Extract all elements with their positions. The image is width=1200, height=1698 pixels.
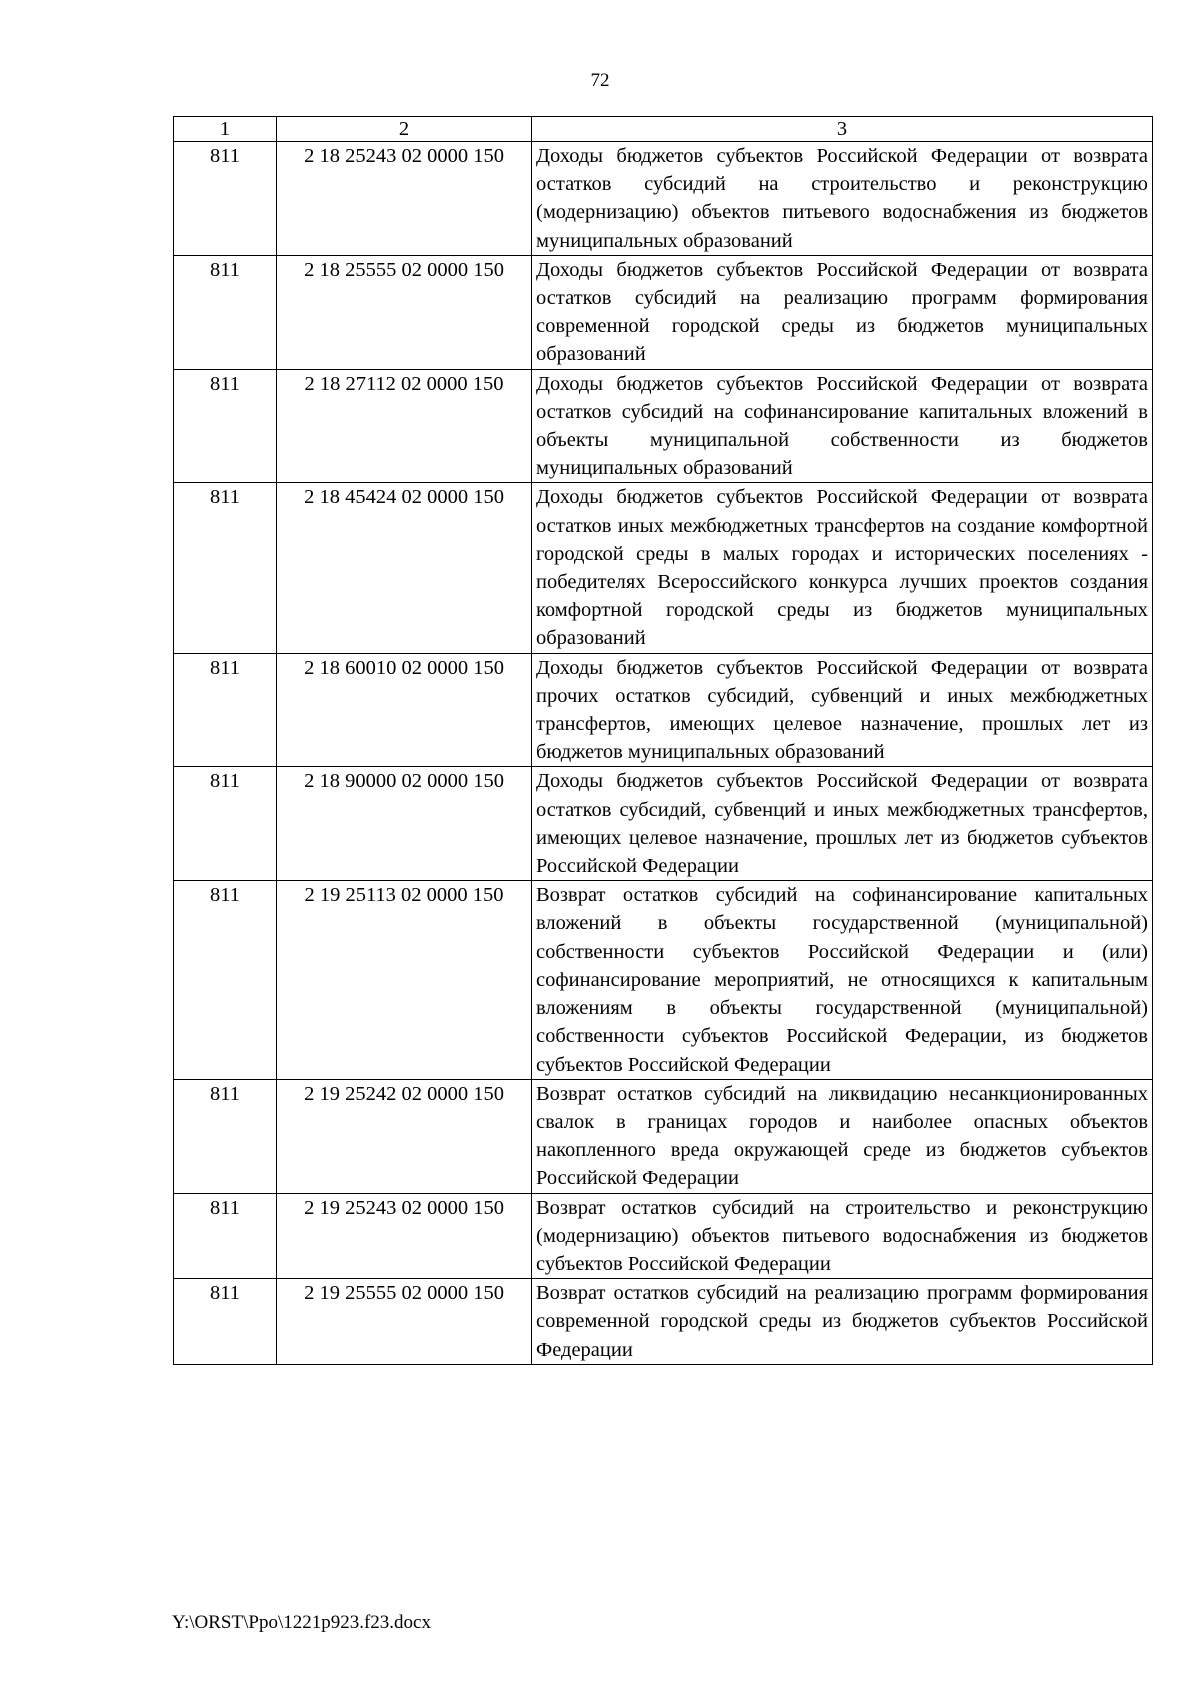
page-number: 72 [590, 70, 610, 91]
admin-code-cell: 811 [174, 767, 277, 881]
description-cell: Возврат остатков субсидий на реализацию программ формирования современной городской среды из бюджетов субъектов Российской Федерации [532, 1279, 1153, 1365]
budget-code-cell: 2 18 25555 02 0000 150 [277, 255, 532, 369]
budget-code-cell: 2 19 25555 02 0000 150 [277, 1279, 532, 1365]
admin-code-cell: 811 [174, 653, 277, 767]
admin-code-cell: 811 [174, 142, 277, 256]
table-header-row [174, 117, 1153, 142]
table-row [174, 255, 1153, 369]
admin-code-cell: 811 [174, 369, 277, 483]
description-cell: Возврат остатков субсидий на софинансирование капитальных вложений в объекты государственной (муниципальной) собственности субъектов Российской Федерации и (или) софинансирование мероприятий, не относящихся к капитальным вложениям в объекты государственной (муниципальной) собственности субъектов Российской Федерации, из бюджетов субъектов Российской Федерации [532, 881, 1153, 1079]
description-cell: Доходы бюджетов субъектов Российской Федерации от возврата остатков иных межбюджетных трансфертов на создание комфортной городской среды в малых городах и исторических поселениях - победителях Всероссийского конкурса лучших проектов создания комфортной городской среды из бюджетов муниципальных образований [532, 483, 1153, 653]
table-row [174, 142, 1153, 256]
budget-codes-table [173, 116, 1153, 1365]
budget-code-cell: 2 18 27112 02 0000 150 [277, 369, 532, 483]
table-row [174, 1193, 1153, 1279]
admin-code-cell: 811 [174, 881, 277, 1079]
footer-file-path: Y:\ORST\Ppo\1221p923.f23.docx [172, 1612, 431, 1633]
description-cell: Возврат остатков субсидий на строительство и реконструкцию (модернизацию) объектов питьевого водоснабжения из бюджетов субъектов Российской Федерации [532, 1193, 1153, 1279]
description-cell: Доходы бюджетов субъектов Российской Федерации от возврата остатков субсидий на строительство и реконструкцию (модернизацию) объектов питьевого водоснабжения из бюджетов муниципальных образований [532, 142, 1153, 256]
table-row [174, 483, 1153, 653]
budget-code-cell: 2 19 25242 02 0000 150 [277, 1079, 532, 1193]
admin-code-cell: 811 [174, 1079, 277, 1193]
budget-code-cell: 2 18 60010 02 0000 150 [277, 653, 532, 767]
table-row [174, 1279, 1153, 1365]
budget-code-cell: 2 18 90000 02 0000 150 [277, 767, 532, 881]
budget-code-cell: 2 19 25243 02 0000 150 [277, 1193, 532, 1279]
budget-code-cell: 2 18 45424 02 0000 150 [277, 483, 532, 653]
admin-code-cell: 811 [174, 1193, 277, 1279]
admin-code-cell: 811 [174, 1279, 277, 1365]
column-header-1: 1 [174, 117, 277, 142]
table-row [174, 369, 1153, 483]
column-header-3: 3 [532, 117, 1153, 142]
budget-code-cell: 2 18 25243 02 0000 150 [277, 142, 532, 256]
description-cell: Доходы бюджетов субъектов Российской Федерации от возврата остатков субсидий на софинансирование капитальных вложений в объекты муниципальной собственности из бюджетов муниципальных образований [532, 369, 1153, 483]
description-cell: Доходы бюджетов субъектов Российской Федерации от возврата остатков субсидий, субвенций и иных межбюджетных трансфертов, имеющих целевое назначение, прошлых лет из бюджетов субъектов Российской Федерации [532, 767, 1153, 881]
description-cell: Доходы бюджетов субъектов Российской Федерации от возврата прочих остатков субсидий, субвенций и иных межбюджетных трансфертов, имеющих целевое назначение, прошлых лет из бюджетов муниципальных образований [532, 653, 1153, 767]
budget-code-cell: 2 19 25113 02 0000 150 [277, 881, 532, 1079]
table-row [174, 767, 1153, 881]
admin-code-cell: 811 [174, 483, 277, 653]
table-row [174, 881, 1153, 1079]
description-cell: Доходы бюджетов субъектов Российской Федерации от возврата остатков субсидий на реализацию программ формирования современной городской среды из бюджетов муниципальных образований [532, 255, 1153, 369]
table-row [174, 653, 1153, 767]
description-cell: Возврат остатков субсидий на ликвидацию несанкционированных свалок в границах городов и наиболее опасных объектов накопленного вреда окружающей среде из бюджетов субъектов Российской Федерации [532, 1079, 1153, 1193]
column-header-2: 2 [277, 117, 532, 142]
admin-code-cell: 811 [174, 255, 277, 369]
table-row [174, 1079, 1153, 1193]
